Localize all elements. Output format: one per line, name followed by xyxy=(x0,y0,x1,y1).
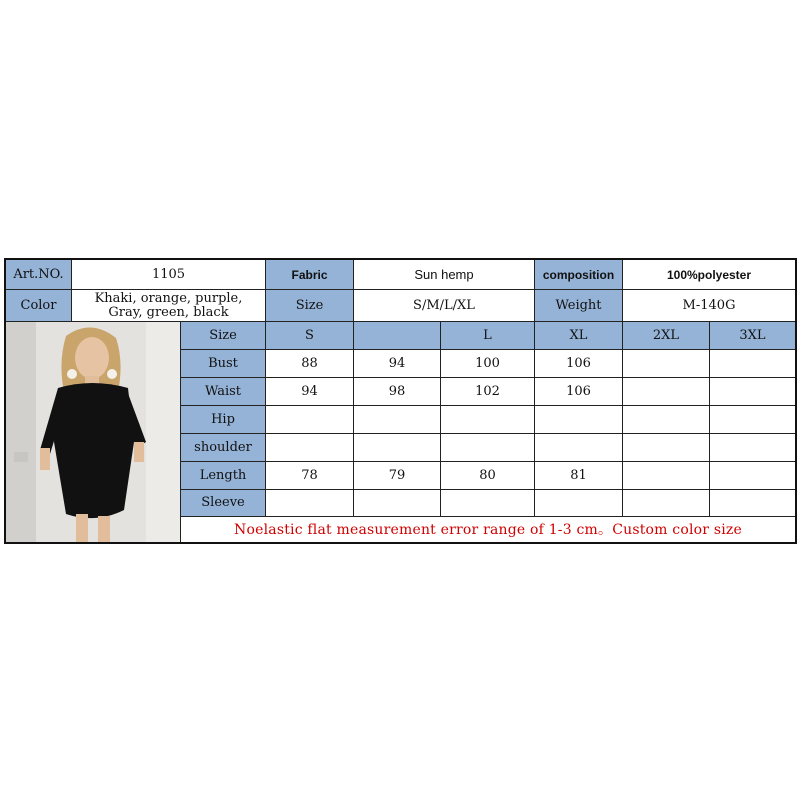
hip-xl xyxy=(535,406,623,434)
size-col-4: XL xyxy=(535,322,623,350)
length-xl: 81 xyxy=(535,462,623,490)
bust-3xl xyxy=(710,350,795,378)
weight-label: Weight xyxy=(535,290,623,322)
waist-s: 94 xyxy=(266,378,354,406)
composition-value: 100%polyester xyxy=(623,260,795,290)
hip-l xyxy=(441,406,535,434)
art-no-label: Art.NO. xyxy=(6,260,72,290)
size-label: Size xyxy=(266,290,354,322)
color-value-line-1: Khaki, orange, purple, xyxy=(94,290,243,306)
bust-m: 94 xyxy=(354,350,441,378)
sleeve-2xl xyxy=(623,490,710,517)
size-value: S/M/L/XL xyxy=(354,290,535,322)
row-label-bust: Bust xyxy=(181,350,266,378)
length-2xl xyxy=(623,462,710,490)
color-value-line-2: Gray, green, black xyxy=(108,304,229,320)
hip-3xl xyxy=(710,406,795,434)
row-label-waist: Waist xyxy=(181,378,266,406)
size-col-5: 2XL xyxy=(623,322,710,350)
size-col-2 xyxy=(354,322,441,350)
weight-value: M-140G xyxy=(623,290,795,322)
length-m: 79 xyxy=(354,462,441,490)
waist-3xl xyxy=(710,378,795,406)
size-header-label: Size xyxy=(181,322,266,350)
row-label-hip: Hip xyxy=(181,406,266,434)
sleeve-s xyxy=(266,490,354,517)
row-label-sleeve: Sleeve xyxy=(181,490,266,517)
size-col-6: 3XL xyxy=(710,322,795,350)
shoulder-xl xyxy=(535,434,623,462)
model-photo-icon xyxy=(6,322,181,542)
art-no-value: 1105 xyxy=(72,260,266,290)
fabric-value: Sun hemp xyxy=(354,260,535,290)
length-l: 80 xyxy=(441,462,535,490)
color-value xyxy=(72,290,266,322)
fabric-label: Fabric xyxy=(266,260,354,290)
hip-s xyxy=(266,406,354,434)
hip-2xl xyxy=(623,406,710,434)
length-3xl xyxy=(710,462,795,490)
sleeve-m xyxy=(354,490,441,517)
composition-label: composition xyxy=(535,260,623,290)
model-photo-drawing xyxy=(6,322,181,542)
waist-xl: 106 xyxy=(535,378,623,406)
length-s: 78 xyxy=(266,462,354,490)
shoulder-s xyxy=(266,434,354,462)
shoulder-2xl xyxy=(623,434,710,462)
bust-s: 88 xyxy=(266,350,354,378)
color-label: Color xyxy=(6,290,72,322)
waist-2xl xyxy=(623,378,710,406)
size-col-3: L xyxy=(441,322,535,350)
sleeve-l xyxy=(441,490,535,517)
sleeve-3xl xyxy=(710,490,795,517)
shoulder-l xyxy=(441,434,535,462)
shoulder-3xl xyxy=(710,434,795,462)
hip-m xyxy=(354,406,441,434)
row-label-length: Length xyxy=(181,462,266,490)
size-chart-table xyxy=(4,258,797,544)
row-label-shoulder: shoulder xyxy=(181,434,266,462)
sleeve-xl xyxy=(535,490,623,517)
shoulder-m xyxy=(354,434,441,462)
bust-xl: 106 xyxy=(535,350,623,378)
measurement-note: Noelastic flat measurement error range of 1-3 cm。Custom color size xyxy=(234,521,742,538)
waist-m: 98 xyxy=(354,378,441,406)
waist-l: 102 xyxy=(441,378,535,406)
size-col-1: S xyxy=(266,322,354,350)
bust-2xl xyxy=(623,350,710,378)
bust-l: 100 xyxy=(441,350,535,378)
